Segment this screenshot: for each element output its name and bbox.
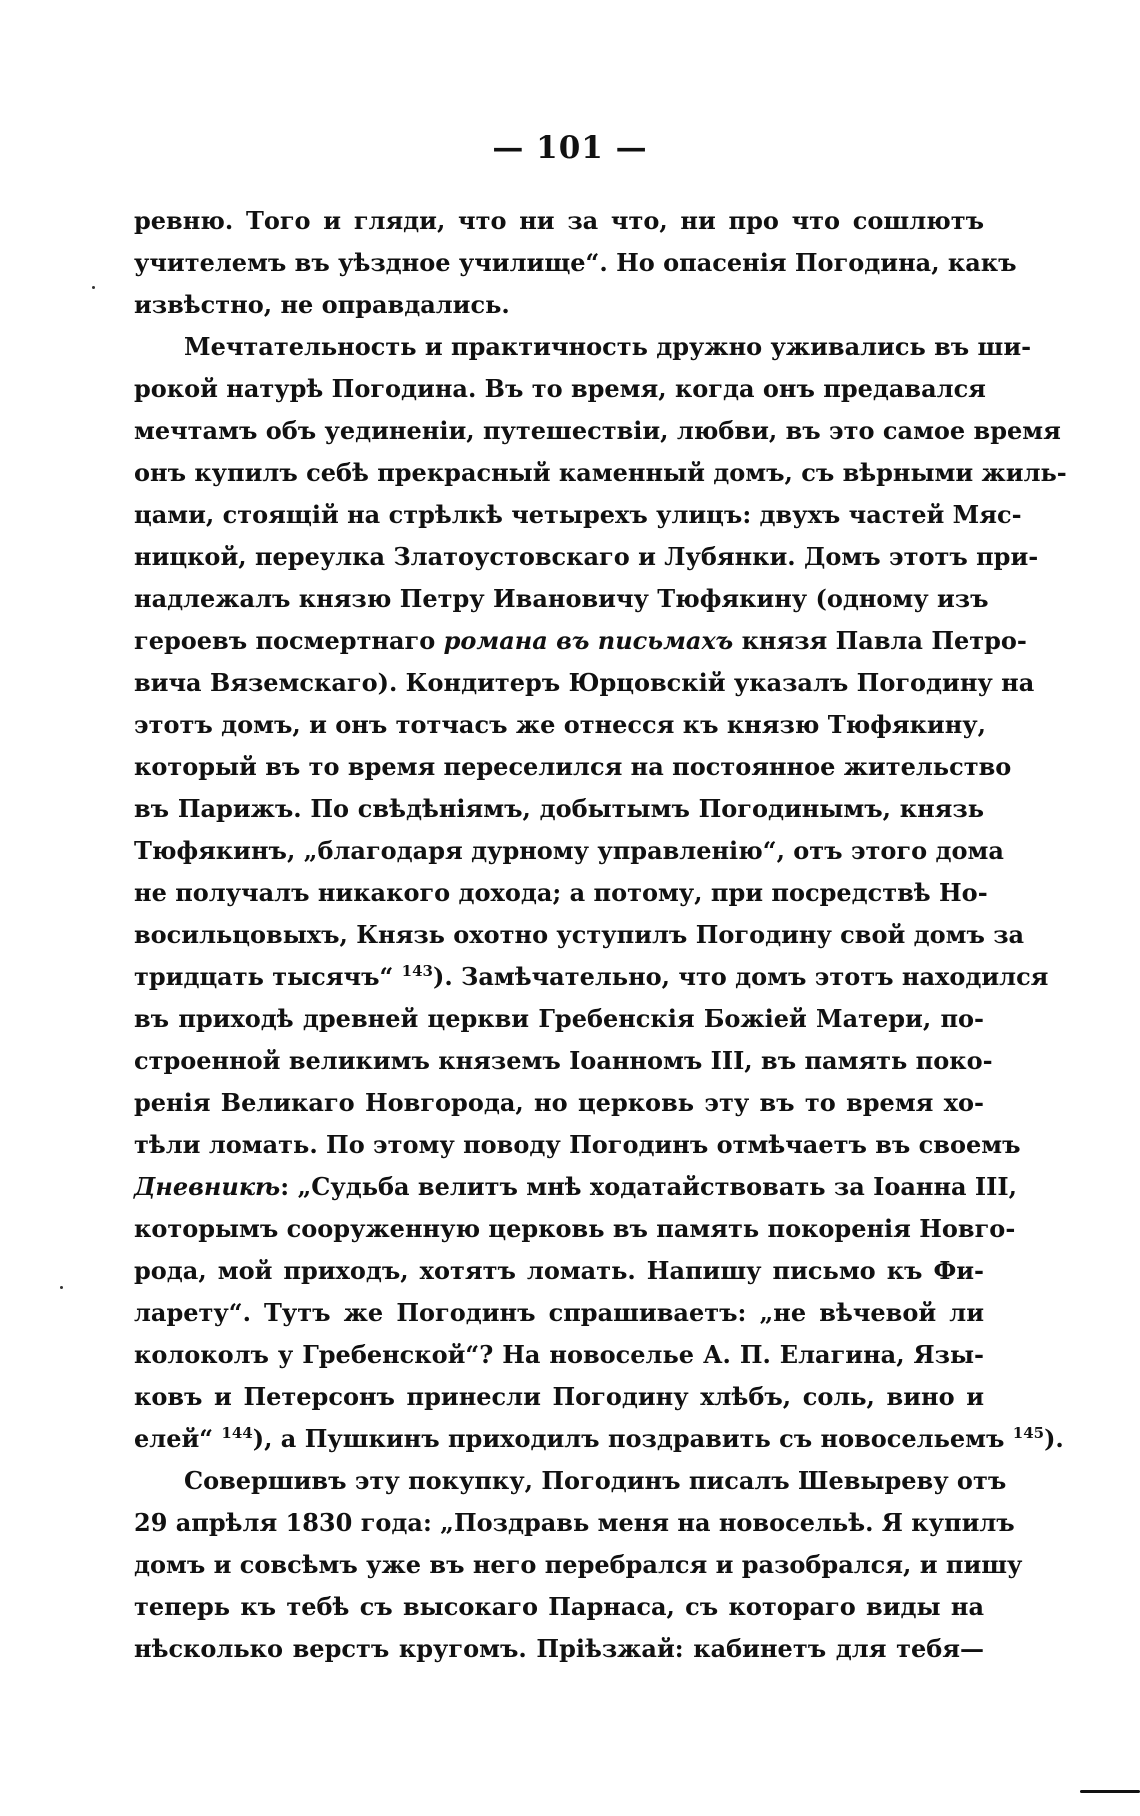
page-edge-mark: [1080, 1790, 1140, 1793]
text-line: [134, 200, 984, 242]
footnote-ref: 144: [221, 1424, 253, 1442]
text-line: [134, 242, 1017, 284]
text-span: Совершивъ эту покупку, Погодинъ писалъ Шевыреву отъ: [184, 1466, 1007, 1495]
text-span: надлежалъ князю Петру Ивановичу Тюфякину (одному изъ: [134, 584, 989, 613]
text-line: [134, 1166, 1017, 1208]
text-line: [134, 1502, 1015, 1544]
text-span: Мечтательность и практичность дружно уживались въ ши-: [184, 332, 1032, 361]
body-text: [134, 200, 1067, 1670]
text-span: мечтамъ объ уединеніи, путешествіи, любви, въ это самое время: [134, 416, 1061, 445]
text-span: вича Вяземскаго). Кондитеръ Юрцовскій указалъ Погодину на: [134, 668, 1035, 697]
text-span: въ Парижъ. По свѣдѣніямъ, добытымъ Погодинымъ, князь: [134, 794, 984, 823]
footnote-ref: 143: [401, 962, 433, 980]
text-span: ларету“. Тутъ же Погодинъ спрашиваетъ: „не вѣчевой ли: [134, 1298, 984, 1327]
text-line: [134, 1040, 993, 1082]
footnote-ref: 145: [1012, 1424, 1045, 1442]
text-line: [134, 662, 1035, 704]
text-span: тѣли ломать. По этому поводу Погодинъ отмѣчаетъ въ своемъ: [134, 1130, 1021, 1159]
text-span: ницкой, переулка Златоустовскаго и Лубянки. Домъ этотъ при-: [134, 542, 1039, 571]
text-span: тридцать тысячъ“: [134, 962, 402, 991]
text-span: Тюфякинъ, „благодаря дурному управленію“, отъ этого дома: [134, 836, 1004, 865]
text-line: [134, 1376, 984, 1418]
text-span: елей“: [134, 1424, 222, 1453]
text-span: нѣсколько верстъ кругомъ. Пріѣзжай: кабинетъ для тебя—: [134, 1634, 984, 1663]
ink-speck: [92, 286, 95, 289]
text-span: рокой натурѣ Погодина. Въ то время, когда онъ предавался: [134, 374, 986, 403]
text-span: учителемъ въ уѣздное училище“. Но опасенія Погодина, какъ: [134, 248, 1017, 277]
text-line: [134, 1586, 984, 1628]
text-line: [134, 1418, 1064, 1460]
text-span: ковъ и Петерсонъ принесли Погодину хлѣбъ, соль, вино и: [134, 1382, 984, 1411]
text-line: [134, 578, 989, 620]
text-line: [134, 368, 984, 410]
text-line: [134, 1250, 984, 1292]
text-span: которымъ сооруженную церковь въ память покоренія Новго-: [134, 1214, 1016, 1243]
text-line: [134, 788, 984, 830]
text-span: извѣстно, не оправдались.: [134, 290, 510, 319]
text-span: ).: [1044, 1424, 1064, 1453]
text-span: князя Павла Петро-: [733, 626, 1027, 655]
text-line: [134, 284, 984, 326]
text-span: : „Судьба велитъ мнѣ ходатайствовать за Іоанна III,: [280, 1172, 1017, 1201]
paragraph-start-line: [134, 1460, 1007, 1502]
text-line: [134, 536, 1039, 578]
text-span: рода, мой приходъ, хотятъ ломать. Напишу письмо къ Фи-: [134, 1256, 984, 1285]
text-line: [134, 1124, 1021, 1166]
text-line: [134, 704, 984, 746]
page-number: — 101 —: [492, 130, 648, 166]
text-span: 29 апрѣля 1830 года: „Поздравь меня на новосельѣ. Я купилъ: [134, 1508, 1015, 1537]
text-line: [134, 746, 1012, 788]
text-span: онъ купилъ себѣ прекрасный каменный домъ, съ вѣрными жиль-: [134, 458, 1067, 487]
text-span: ревню. Того и гляди, что ни за что, ни про что сошлютъ: [134, 206, 984, 235]
text-span: ), а Пушкинъ приходилъ поздравить съ новосельемъ: [252, 1424, 1013, 1453]
text-line: [134, 1334, 984, 1376]
text-line: [134, 1544, 1023, 1586]
text-span: колоколъ у Гребенской“? На новоселье А. П. Елагина, Язы-: [134, 1340, 984, 1369]
text-span: который въ то время переселился на постоянное жительство: [134, 752, 1012, 781]
text-span: домъ и совсѣмъ уже въ него перебрался и разобрался, и пишу: [134, 1550, 1023, 1579]
text-span: теперь къ тебѣ съ высокаго Парнаса, съ котораго виды на: [134, 1592, 984, 1621]
text-span: цами, стоящій на стрѣлкѣ четырехъ улицъ: двухъ частей Мяс-: [134, 500, 1022, 529]
italic-title: Дневникѣ: [134, 1172, 281, 1201]
text-span: ренія Великаго Новгорода, но церковь эту въ то время хо-: [134, 1088, 984, 1117]
text-line: [134, 494, 1022, 536]
text-span: въ приходѣ древней церкви Гребенскія Божіей Матери, по-: [134, 1004, 984, 1033]
text-line: [134, 1628, 984, 1670]
text-span: этотъ домъ, и онъ тотчасъ же отнесся къ князю Тюфякину,: [134, 710, 986, 739]
text-span: строенной великимъ княземъ Іоанномъ III, въ память поко-: [134, 1046, 993, 1075]
text-line: [134, 410, 1061, 452]
text-line: [134, 1292, 984, 1334]
text-line: [134, 998, 984, 1040]
text-line: [134, 452, 1067, 494]
text-line: [134, 872, 988, 914]
ink-speck: [60, 1286, 63, 1289]
text-line: [134, 620, 1027, 662]
text-line: [134, 1082, 984, 1124]
text-line: [134, 956, 1049, 998]
paragraph-start-line: [134, 326, 1032, 368]
text-span: не получалъ никакого дохода; а потому, при посредствѣ Но-: [134, 878, 988, 907]
text-line: [134, 1208, 1016, 1250]
text-line: [134, 830, 1004, 872]
text-span: ). Замѣчательно, что домъ этотъ находился: [432, 962, 1049, 991]
text-span: героевъ посмертнаго: [134, 626, 444, 655]
text-span: восильцовыхъ, Князь охотно уступилъ Погодину свой домъ за: [134, 920, 1025, 949]
text-line: [134, 914, 1025, 956]
italic-title: романа въ письмахъ: [443, 626, 734, 655]
